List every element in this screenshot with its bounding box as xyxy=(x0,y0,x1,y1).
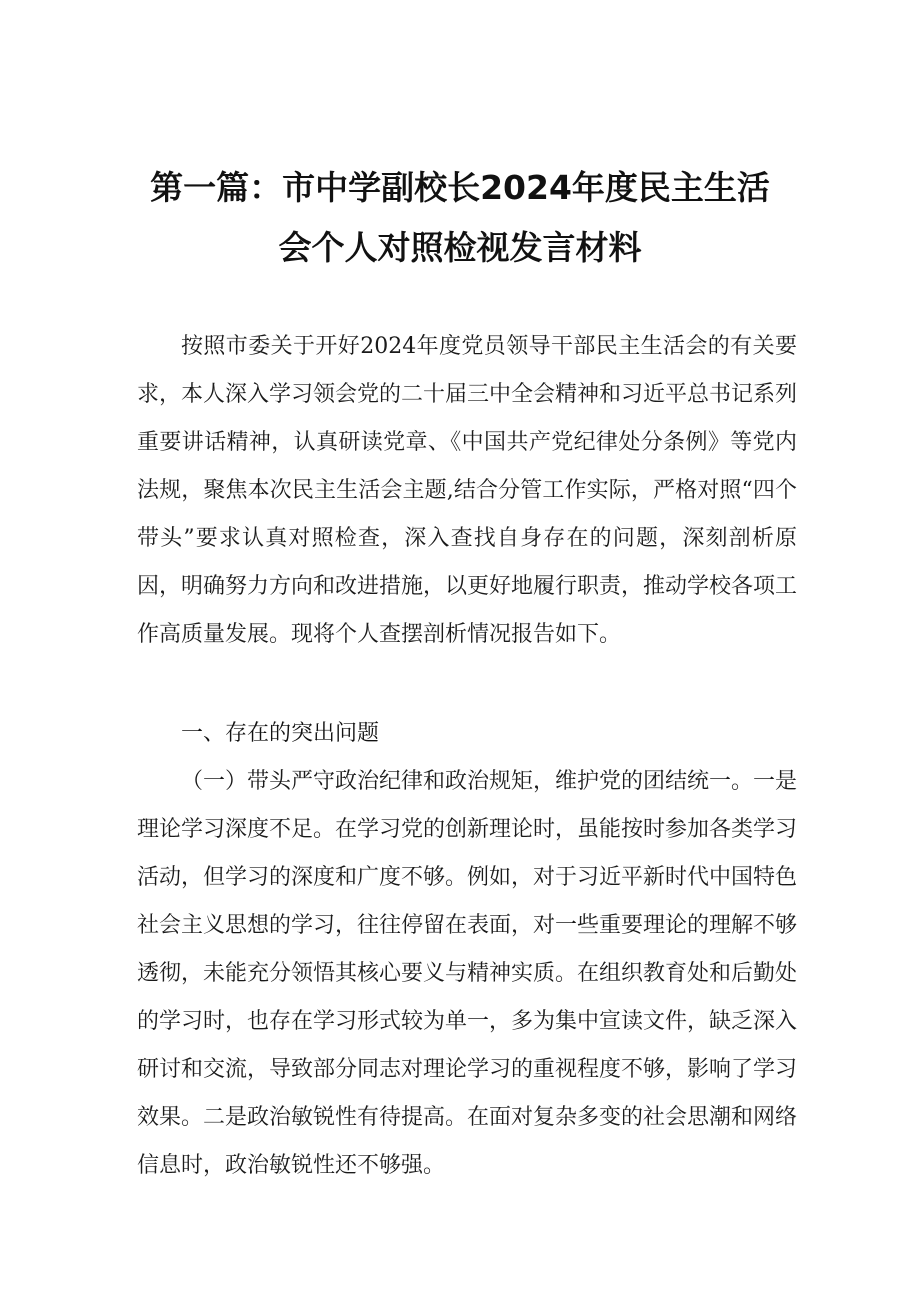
section-paragraph: （一）带头严守政治纪律和政治规矩，维护党的团结统一。一是理论学习深度不足。在学习党的创新理论时，虽能按时参加各类学习活动，但学习的深度和广度不够。例如，对于习近平新时代中国特色社会主义思想的学习，往往停留在表面，对一些重要理论的理解不够透彻，未能充分领悟其核心要义与精神实质。在组织教育处和后勤处的学习时，也存在学习形式较为单一，多为集中宣读文件，缺乏深入研讨和交流，导致部分同志对理论学习的重视程度不够，影响了学习效果。二是政治敏锐性有待提高。在面对复杂多变的社会思潮和网络信息时，政治敏锐性还不够强。 xyxy=(137,769,798,1178)
section-heading: 一、存在的突出问题 xyxy=(181,721,380,746)
problem-section xyxy=(137,758,797,1190)
document-title-line-2: 会个人对照检视发言材料 xyxy=(278,228,642,267)
intro-paragraph: 按照市委关于开好2024年度党员领导干部民主生活会的有关要求，本人深入学习领会党的二十届三中全会精神和习近平总书记系列重要讲话精神，认真研读党章、《中国共产党纪律处分条例》等党内法规，聚焦本次民主生活会主题,结合分管工作实际，严格对照“四个带头”要求认真对照检查，深入查找自身存在的问题，深刻剖析原因，明确努力方向和改进措施，以更好地履行职责，推动学校各项工作高质量发展。现将个人查摆剖析情况报告如下。 xyxy=(137,334,798,647)
intro-section xyxy=(137,323,797,659)
document-title-line-1: 第一篇：市中学副校长2024年度民主生活 xyxy=(150,168,770,207)
